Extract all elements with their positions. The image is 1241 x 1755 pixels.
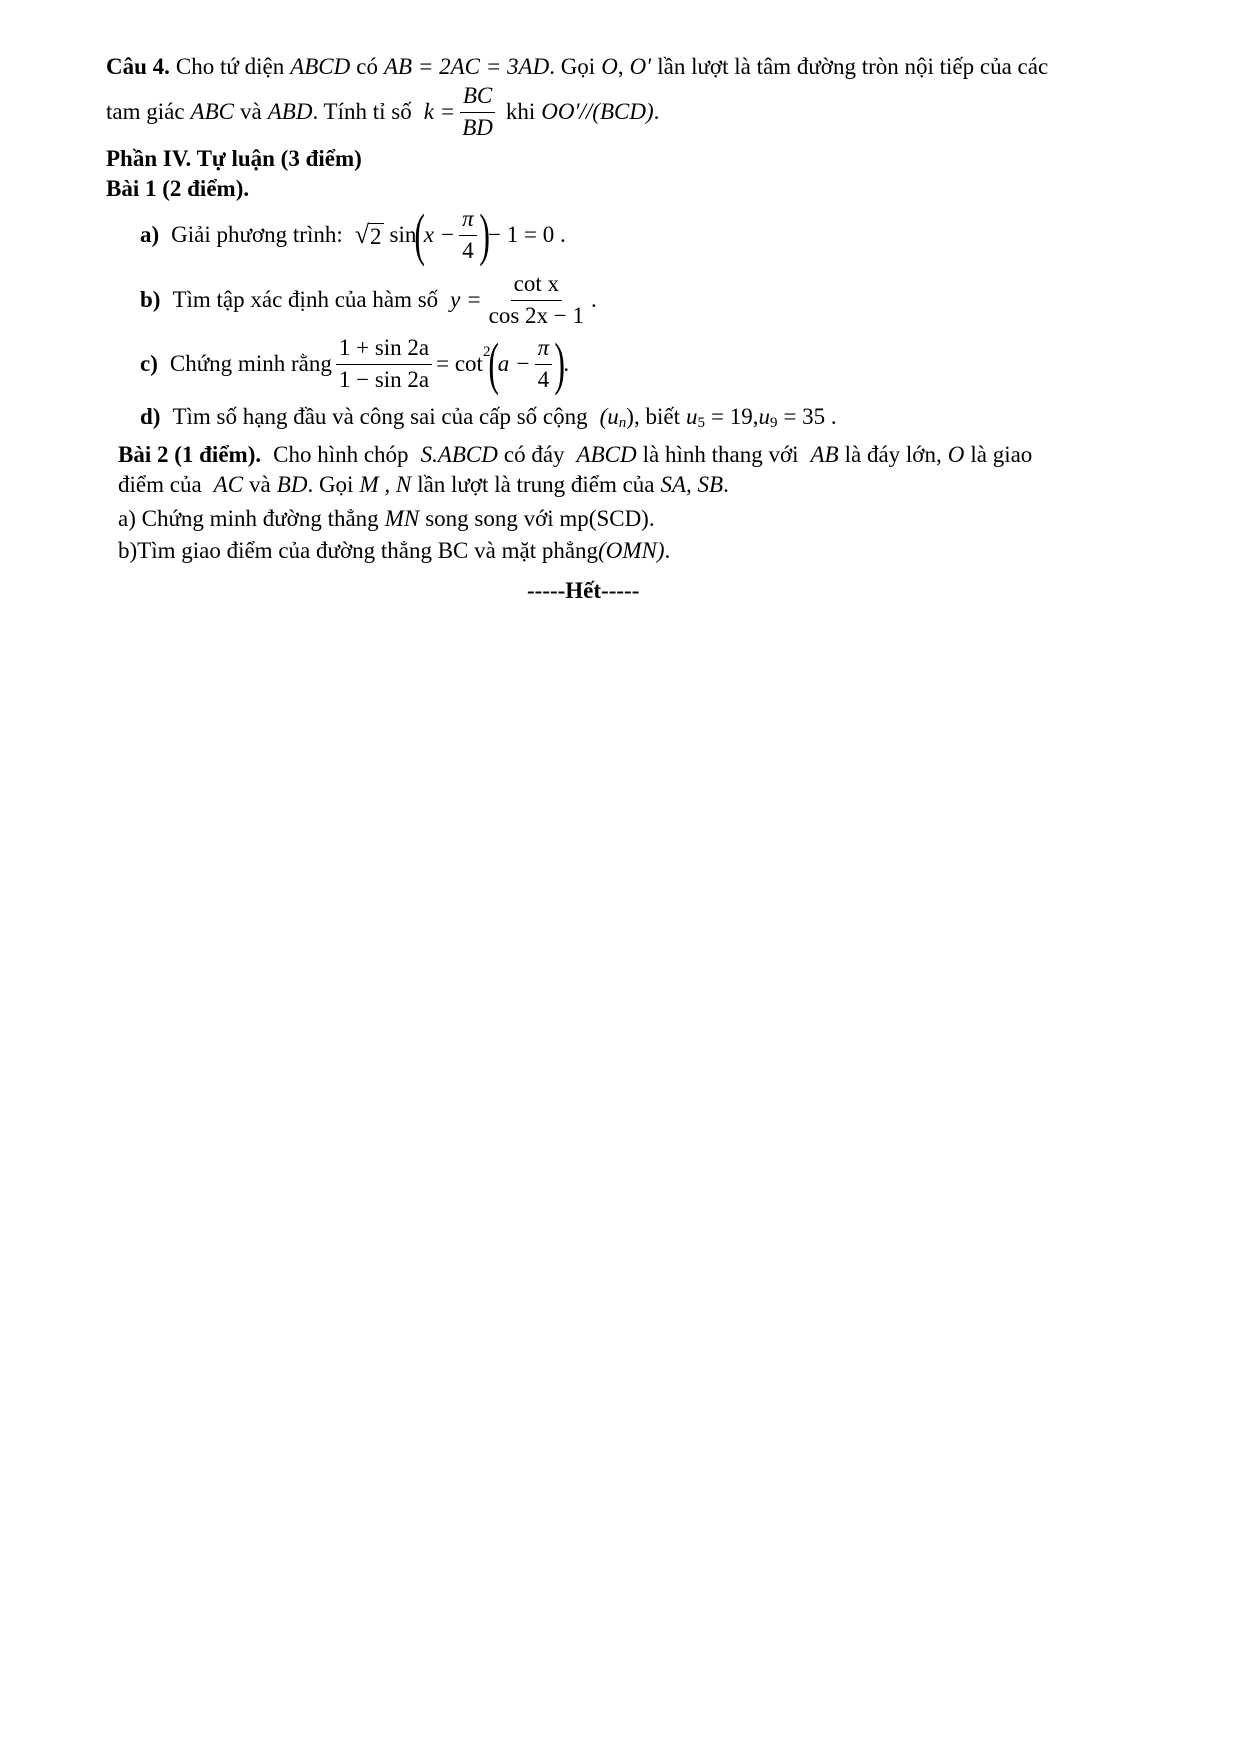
bai1-d-text: Tìm số hạng đầu và công sai của cấp số cộng — [172, 404, 588, 429]
bai1-c-pi-fraction — [535, 335, 553, 393]
bai1-b-y-eq: y = — [450, 287, 482, 312]
bai1-d-label: d) — [140, 404, 161, 429]
cau4-ratio: AB = 2AC = 3AD — [383, 54, 550, 79]
bai1-item-b — [140, 270, 597, 330]
bai1-d-seq: (u — [599, 404, 619, 429]
bai1-a-text: Giải phương trình: — [171, 222, 343, 247]
close-paren-icon: ) — [479, 202, 490, 267]
bai1-c-fraction — [336, 335, 432, 393]
bai2-text-1a: Cho hình chóp — [273, 442, 409, 467]
bai2-ab: AB — [810, 442, 839, 467]
cau4-o-prime: O′ — [629, 54, 652, 79]
bai1-item-c — [140, 331, 570, 396]
bai1-c-denominator: 1 − sin 2a — [338, 366, 430, 392]
bai1-a-label: a) — [140, 222, 160, 247]
bai2-b-end: . — [664, 538, 671, 563]
cau4-khi: khi — [505, 99, 536, 124]
bai2-line-2 — [118, 472, 729, 498]
cau4-co: có — [356, 54, 378, 79]
bai2-ac: AC — [213, 472, 244, 497]
close-paren-icon: ) — [554, 331, 566, 396]
bai1-b-numerator: cot x — [511, 271, 562, 300]
open-paren-icon: ( — [414, 202, 426, 267]
bai2-text-2d: . — [723, 472, 729, 497]
cau4-condition: OO′//(BCD) — [541, 99, 654, 124]
bai2-text-1e: là giao — [970, 442, 1033, 467]
bai1-b-end: . — [591, 287, 597, 312]
bai2-item-a — [118, 506, 655, 532]
cau4-va: và — [240, 99, 262, 124]
bai2-text-2c: lần lượt là trung điểm của — [417, 472, 655, 497]
section-title-part-4: Phần IV. Tự luận (3 điểm) — [106, 146, 362, 171]
bai1-a-tail: − 1 = 0 . — [488, 222, 566, 247]
bai1-b-text: Tìm tập xác định của hàm số — [172, 287, 439, 312]
bai1-item-a — [140, 202, 566, 267]
bai1-title: Bài 1 (2 điểm). — [106, 176, 250, 201]
bai2-text-1b: có đáy — [503, 442, 565, 467]
bai1-a-sqrt — [355, 220, 384, 250]
bai1-c-pi: π — [535, 335, 553, 364]
cau4-abc: ABC — [190, 99, 234, 124]
cau4-k-fraction — [459, 83, 496, 141]
cau4-o: O — [601, 54, 618, 79]
bai1-d-u5: u — [685, 404, 698, 429]
bai1-c-eq-cot: = cot — [436, 351, 483, 376]
bai1-d-u9-val: = 35 . — [783, 404, 837, 429]
cau4-abcd: ABCD — [290, 54, 351, 79]
bai1-c-numerator: 1 + sin 2a — [336, 335, 432, 364]
bai2-mn-points: M , N — [359, 472, 412, 497]
bai1-b-denominator: cos 2x − 1 — [488, 302, 585, 328]
bai1-b-fraction — [486, 271, 587, 329]
bai1-c-a-minus: a − — [497, 351, 531, 376]
bai2-o: O — [947, 442, 965, 467]
bai2-item-b — [118, 538, 670, 564]
bai2-sabcd: S.ABCD — [420, 442, 498, 467]
bai2-abcd: ABCD — [576, 442, 637, 467]
bai2-va: và — [249, 472, 271, 497]
bai1-d-seq-sub: n — [618, 415, 627, 431]
cau4-k-numerator: BC — [460, 83, 495, 112]
cau4-label: Câu 4. — [106, 54, 170, 79]
cau4-abd: ABD — [267, 99, 313, 124]
bai1-d-u5-sub: 5 — [697, 415, 705, 431]
cau4-line-2 — [106, 84, 659, 140]
bai1-c-four: 4 — [537, 366, 550, 392]
bai2-b-omn: (OMN) — [598, 538, 665, 563]
sqrt-radical-icon: √ — [354, 220, 370, 249]
bai1-d-u9: u — [758, 404, 770, 429]
bai2-text-2a: điểm của — [118, 472, 202, 497]
cau4-text-1b: . Gọi — [549, 54, 596, 79]
bai1-item-d — [140, 402, 837, 432]
bai1-a-sqrt-value: 2 — [370, 224, 382, 249]
bai2-bd: BD — [276, 472, 308, 497]
cau4-k-eq: k = — [423, 99, 456, 124]
cau4-text-1c: lần lượt là tâm đường tròn nội tiếp của các — [657, 54, 1049, 79]
bai1-a-four: 4 — [462, 237, 474, 263]
bai2-sasb: SA, SB — [660, 472, 724, 497]
cau4-text-2b: . Tính tỉ số — [312, 99, 412, 124]
bai1-c-text: Chứng minh rằng — [169, 351, 332, 376]
bai2-title: Bài 2 (1 điểm). — [118, 442, 262, 467]
bai1-d-seq-close: ) — [626, 404, 634, 429]
cau4-comma: , — [617, 54, 624, 79]
bai1-c-exponent: 2 — [482, 344, 491, 360]
bai2-a-mn: MN — [384, 506, 420, 531]
bai2-text-1d: là đáy lớn, — [844, 442, 942, 467]
bai2-a-text-2: song song với mp(SCD). — [425, 506, 655, 531]
bai2-b-text: b)Tìm giao điểm của đường thẳng BC và mặt phẳng — [118, 538, 599, 563]
cau4-text-1a: Cho tứ diện — [175, 54, 285, 79]
bai1-a-pi: π — [459, 206, 477, 235]
bai1-d-text2: , biết — [633, 404, 680, 429]
cau4-k-denominator: BD — [462, 114, 493, 140]
bai1-a-x-minus: x − — [423, 222, 456, 247]
bai1-d-u9-sub: 9 — [769, 415, 778, 431]
bai1-a-sin: sin — [389, 222, 417, 247]
bai2-a-text-1: a) Chứng minh đường thẳng — [118, 506, 379, 531]
end-mark: -----Hết----- — [527, 578, 640, 603]
bai2-text-1c: là hình thang với — [642, 442, 799, 467]
bai1-c-end: . — [563, 351, 570, 376]
bai1-b-label: b) — [140, 287, 161, 312]
bai1-a-pi-fraction — [459, 206, 477, 264]
bai1-c-label: c) — [140, 351, 158, 376]
bai2-line-1 — [118, 442, 1032, 468]
cau4-line-1 — [106, 54, 1048, 80]
bai1-d-u5-val: = 19, — [710, 404, 759, 429]
bai2-text-2b: . Gọi — [307, 472, 354, 497]
cau4-end: . — [653, 99, 660, 124]
open-paren-icon: ( — [488, 331, 500, 396]
cau4-text-2a: tam giác — [106, 99, 185, 124]
